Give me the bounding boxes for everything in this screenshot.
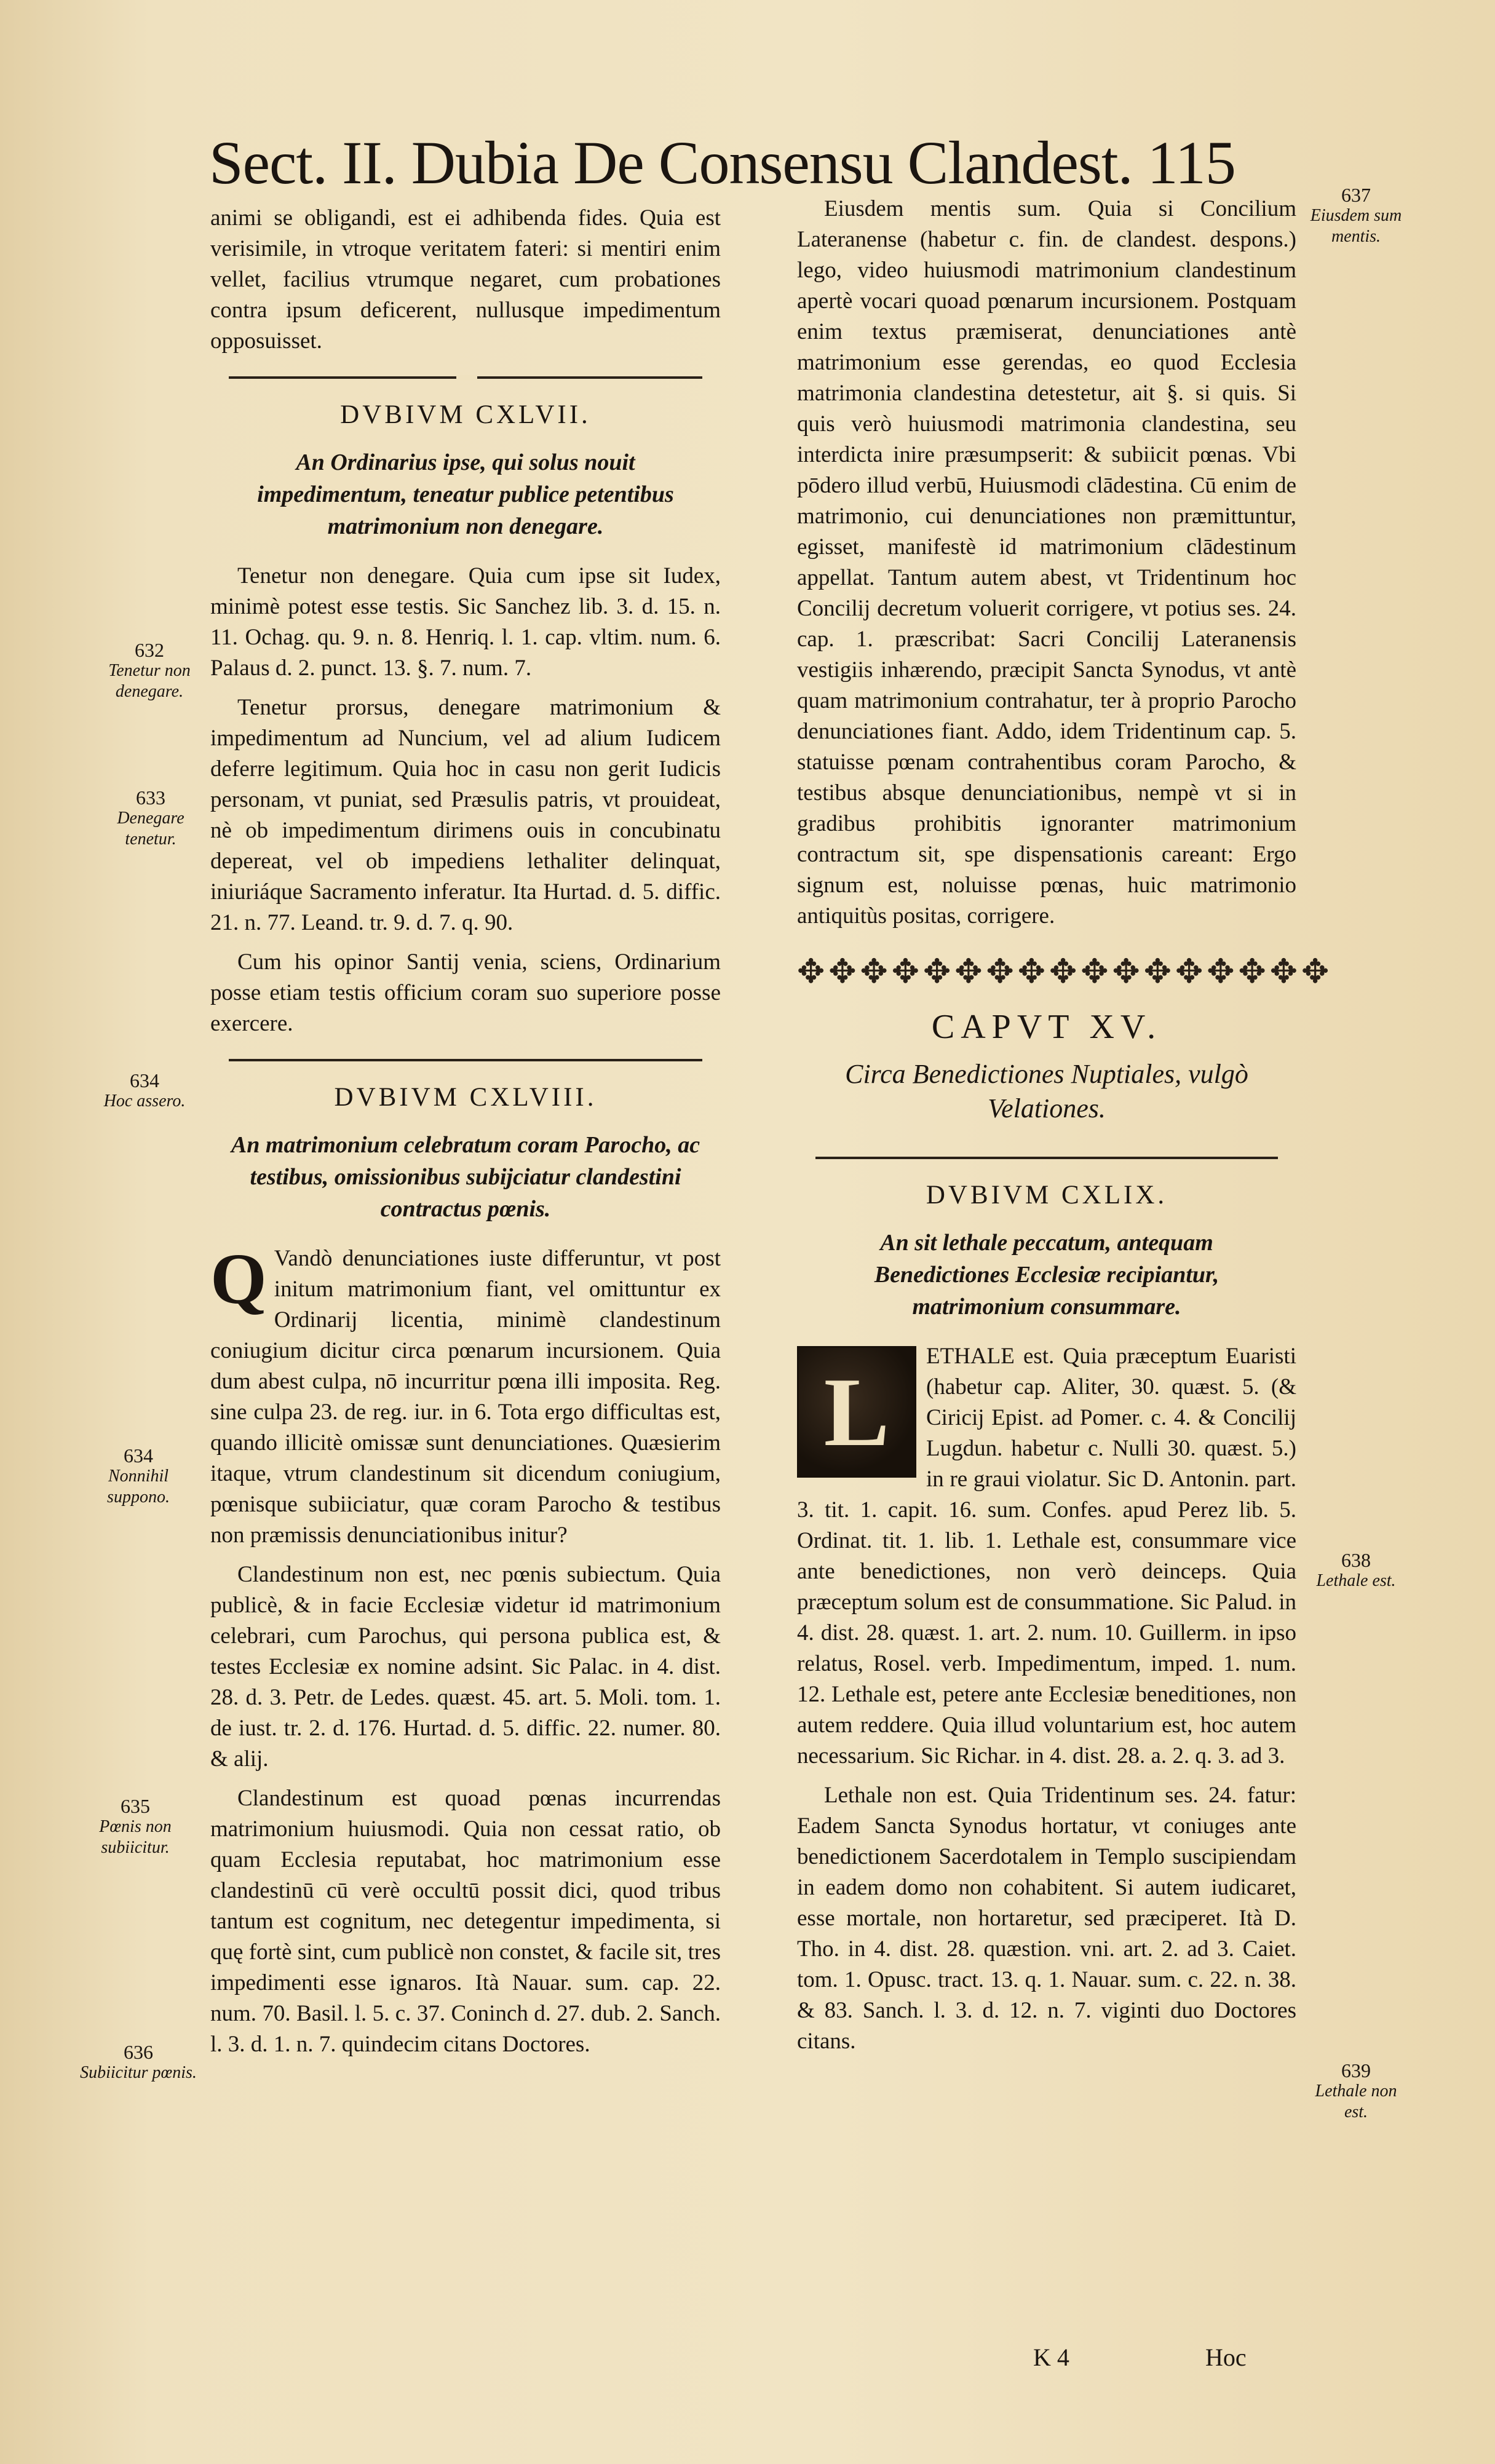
paragraph-638-text: ETHALE est. Quia præceptum Euaristi (habetur cap. Aliter, 30. quæst. 5. (& Ciricij Epist. ad Pomer. c. 4. & Concilij Lugdun. habetur c. Nulli 30. quæst. 5.) in re graui violatur. Sic D. Antonin. part. 3. tit. 1. capit. 16. sum. Confes. apud Perez lib. 5. Ordinat. tit. 1. lib. 1. Lethale est, consummare vice ante benedictiones, non verò deinceps. Quia præceptum solum est de consummatione. Sic Palud. in 4. dist. 28. quæst. 1. art. 2. num. 10. Guillerm. in ipso relatus, Rosel. verb. Impedimentum, imped. 1. num. 12. Lethale est, petere ante Ecclesiæ beneditiones, non autem reddere. Quia illud voluntarium est, hoc autem necessarium. Sic Richar. in 4. dist. 28. a. 2. q. 3. ad 3. <box>797 1344 1296 1769</box>
right-column <box>797 194 1333 2057</box>
caput-subtitle: Circa Benedictiones Nuptiales, vulgò Velationes. <box>845 1059 1248 1123</box>
left-column <box>210 203 721 2060</box>
dropcap-q: Q <box>210 1238 267 1319</box>
intro-paragraph: animi se obligandi, est ei adhibenda fides. Quia est verisimile, in vtroque veritatem fateri: si mentiri enim vellet, facilius vtrumque negaret, cum probationes contra ipsum deficerent, nullusque impedimentum opposuisset. <box>210 205 721 354</box>
divider-rule <box>229 376 702 379</box>
divider-rule <box>229 1059 702 1061</box>
running-header: Sect. II. Dubia De Consensu Clandest. 115 <box>209 129 1235 197</box>
margin-note-633: 633 Denegare tenetur. <box>117 786 184 849</box>
paragraph-636: Clandestinum est quoad pœnas incurrendas matrimonium huiusmodi. Quia non cessat ratio, ob quam Ecclesia reputabat, hoc matrimonium esse clandestinū cū verè occultū possit dici, quod tribus tantum est cognitum, nec detegentur impedimenta, si quę fortè sint, cum publicè non constet, & facile sit, tres impedimenti esse ignaros. Ità Nauar. sum. cap. 22. num. 70. Basil. l. 5. c. 37. Coninch d. 27. dub. 2. Sanch. l. 3. d. 1. n. 7. quindecim citans Doctores. <box>210 1786 721 2057</box>
caput-title: CAPVT XV. <box>931 1008 1162 1046</box>
paragraph-632: Tenetur non denegare. Quia cum ipse sit Iudex, minimè potest esse testis. Sic Sanchez lib. 3. d. 15. n. 11. Ochag. qu. 9. n. 8. Henriq. l. 1. cap. vltim. num. 6. Palaus d. 2. punct. 13. §. 7. num. 7. <box>210 563 721 681</box>
margin-note-634b: 634 Nonnihil suppono. <box>107 1444 170 1507</box>
dubium-148-question: An matrimonium celebratum coram Parocho, ac testibus, omissionibus subijciatur clandestini contractus pœnis. <box>231 1132 700 1222</box>
margin-note-634: 634 Hoc assero. <box>103 1069 186 1111</box>
paragraph-637: Eiusdem mentis sum. Quia si Concilium Lateranense (habetur c. fin. de clandest. despons.) lego, video huiusmodi matrimonium clandestinum apertè vocari quoad pœnarum incursionem. Postquam enim textus præmiserat, denunciationes antè matrimonium esse gerendas, eo quod Ecclesia matrimonia clandestina detestetur, ait §. si quis. Si quis verò huiusmodi matrimonia clandestina, seu interdicta inire præsumpserit: & subiicit pœnas. Vbi pōdero illud verbū, Huiusmodi clādestina. Cū enim de matrimonio, cui denunciationes non præmittuntur, egisset, manifestè id matrimonium clādestinum appellat. Tantum autem abest, vt Tridentinum hoc Concilij decretum voluerit corrigere, vt potius ses. 24. cap. 1. præscribat: Sacri Concilij Lateranensis vestigiis inhærendo, præcipit Sancta Synodus, vt antè quam matrimonium contrahatur, ter à proprio Parocho denunciationes fiant. Addo, idem Tridentinum cap. 5. statuisse pœnam contrahentibus coram Parocho, & testibus absque denunciationibus, nempè vt si in gradibus prohibitis ignoranter matrimonium contractum sit, spe dispensationis careant: Ergo signum est, noluisse pœnas, huic matrimonio antiquitùs positas, corrigere. <box>797 196 1296 929</box>
dubium-147-question: An Ordinarius ipse, qui solus nouit impedimentum, teneatur publice petentibus matrimonium non denegare. <box>257 450 674 539</box>
paragraph-635: Clandestinum non est, nec pœnis subiectum. Quia publicè, & in facie Ecclesiæ videtur id matrimonium celebrari, cum Parochus, qui persona publica est, & testes Ecclesiæ ex nomine adsint. Sic Palac. in 4. dist. 28. d. 3. Petr. de Ledes. quæst. 45. art. 5. Moli. tom. 1. de iust. tr. 2. d. 176. Hurtad. d. 5. diffic. 22. numer. 80. & alij. <box>210 1562 721 1772</box>
catchword: Hoc <box>1205 2343 1247 2371</box>
margin-note-636: 636 Subiicitur pœnis. <box>80 2041 197 2082</box>
divider-rule <box>815 1157 1278 1159</box>
decorated-initial: L <box>797 1346 916 1478</box>
margin-note-637: 637 Eiusdem sum mentis. <box>1310 184 1402 246</box>
ornament-band: ✥✥✥✥✥✥✥✥✥✥✥✥✥✥✥✥✥ <box>797 953 1333 990</box>
dubium-149-title: DVBIVM CXLIX. <box>926 1181 1168 1210</box>
paragraph-638 <box>797 1341 1296 1772</box>
paragraph-634a: Cum his opinor Santij venia, sciens, Ordinarium posse etiam testis officium coram suo superiore posse exercere. <box>210 949 721 1036</box>
margin-note-635: 635 Pœnis non subiicitur. <box>99 1795 172 1857</box>
signature-mark: K 4 <box>1033 2343 1069 2371</box>
paragraph-634b-text: Vandò denunciationes iuste differuntur, vt post initum matrimonium fiant, vel omittuntur ex Ordinarij licentia, minimè clandestinum coniugium dicitur circa pœnarum incursionem. Quia dum abest culpa, nō incurritur pœna illi imposita. Reg. sine culpa 23. de reg. iur. in 6. Tota ergo difficultas est, quando illicitè omissæ sunt denunciationes. Quæsierim itaque, vtrum clandestinum sit dicendum coniugium, pœnisque subiiciatur, quæ coram Parocho & testibus non præmissis denunciationibus initur? <box>210 1246 721 1548</box>
margin-note-638: 638 Lethale est. <box>1316 1549 1396 1590</box>
dubium-149-question: An sit lethale peccatum, antequam Benedictiones Ecclesiæ recipiantur, matrimonium consummare. <box>874 1230 1219 1320</box>
paragraph-634b <box>210 1238 721 1551</box>
margin-note-632: 632 Tenetur non denegare. <box>108 639 191 701</box>
margin-note-639: 639 Lethale non est. <box>1315 2059 1397 2121</box>
paragraph-633: Tenetur prorsus, denegare matrimonium & impedimentum ad Nuncium, vel ad alium Iudicem deferre legitimum. Quia hoc in casu non gerit Iudicis personam, vt puniat, sed Præsulis patris, vt prouideat, nè ob impedimentum dirimens ouis in concubinatu depereat, vel ob impediens lethaliter delinquat, iniuriáque Sacramento inferatur. Ita Hurtad. d. 5. diffic. 21. n. 77. Leand. tr. 9. d. 7. q. 90. <box>210 695 721 935</box>
dubium-148-title: DVBIVM CXLVIII. <box>334 1083 597 1112</box>
dubium-147-title: DVBIVM CXLVII. <box>340 400 591 429</box>
paragraph-639: Lethale non est. Quia Tridentinum ses. 24. fatur: Eadem Sancta Synodus hortatur, vt coniuges ante benedictionem Sacerdotalem in Templo suscipiendam in eadem domo non cohabitent. Si autem iudicaret, esse mortale, non hortaretur, sed præciperet. Ità D. Tho. in 4. dist. 28. quæstion. vni. art. 2. ad 3. Caiet. tom. 1. Opusc. tract. 13. q. 1. Nauar. sum. c. 22. n. 38. & 83. Sanch. l. 3. d. 12. n. 7. viginti duo Doctores citans. <box>797 1783 1296 2054</box>
